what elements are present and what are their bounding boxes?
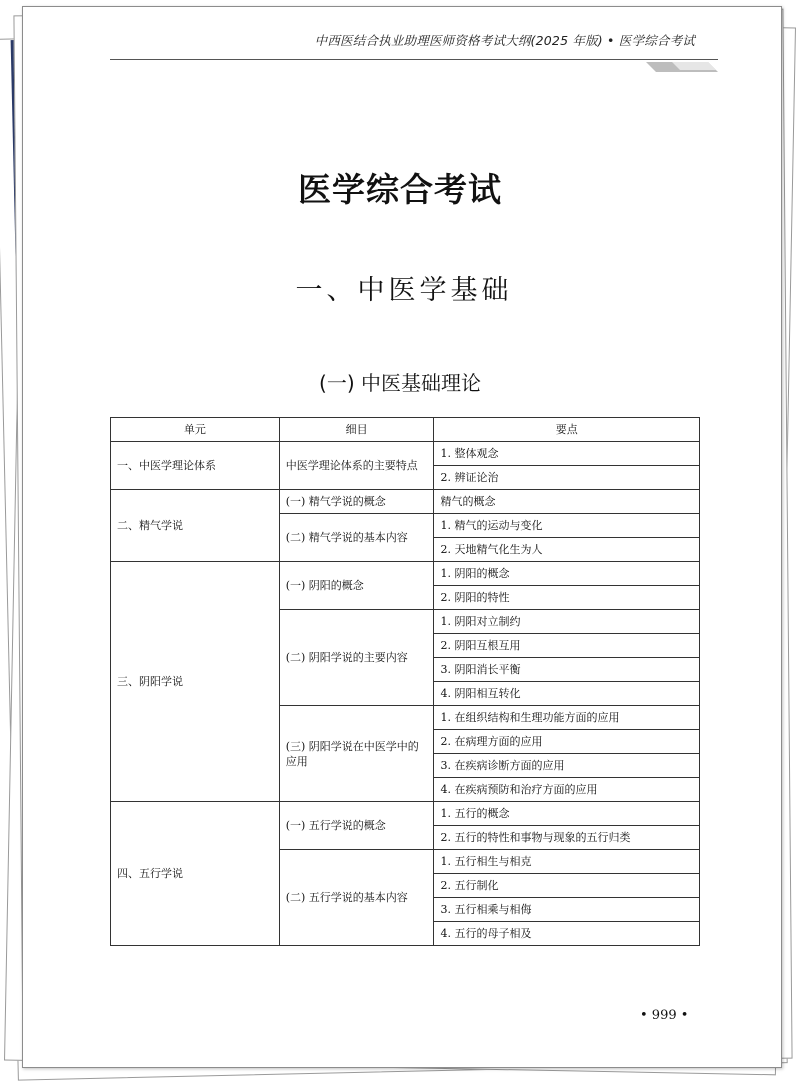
point-cell: 1. 整体观念 <box>434 442 700 466</box>
point-cell: 精气的概念 <box>434 490 700 514</box>
point-cell: 2. 天地精气化生为人 <box>434 538 700 562</box>
item-cell: (一) 五行学说的概念 <box>279 802 434 850</box>
point-cell: 1. 精气的运动与变化 <box>434 514 700 538</box>
syllabus-table <box>110 417 700 946</box>
point-cell: 2. 在病理方面的应用 <box>434 730 700 754</box>
point-cell: 2. 辨证论治 <box>434 466 700 490</box>
table-row <box>111 490 700 514</box>
table-row <box>111 802 700 826</box>
point-cell: 1. 五行相生与相克 <box>434 850 700 874</box>
point-cell: 1. 阴阳的概念 <box>434 562 700 586</box>
item-cell: (一) 阴阳的概念 <box>279 562 434 610</box>
point-cell: 2. 五行的特性和事物与现象的五行归类 <box>434 826 700 850</box>
page-number: • 999 • <box>640 1008 689 1023</box>
point-cell: 3. 在疾病诊断方面的应用 <box>434 754 700 778</box>
column-header-unit: 单元 <box>111 418 280 442</box>
point-cell: 1. 阴阳对立制约 <box>434 610 700 634</box>
item-cell: (二) 精气学说的基本内容 <box>279 514 434 562</box>
point-cell: 4. 阴阳相互转化 <box>434 682 700 706</box>
point-cell: 2. 五行制化 <box>434 874 700 898</box>
point-cell: 3. 阴阳消长平衡 <box>434 658 700 682</box>
item-cell: (二) 阴阳学说的主要内容 <box>279 610 434 706</box>
point-cell: 3. 五行相乘与相侮 <box>434 898 700 922</box>
point-cell: 4. 在疾病预防和治疗方面的应用 <box>434 778 700 802</box>
item-cell: (二) 五行学说的基本内容 <box>279 850 434 946</box>
unit-cell: 四、五行学说 <box>111 802 280 946</box>
item-cell: 中医学理论体系的主要特点 <box>279 442 434 490</box>
point-cell: 2. 阴阳互根互用 <box>434 634 700 658</box>
point-cell: 1. 在组织结构和生理功能方面的应用 <box>434 706 700 730</box>
unit-cell: 一、中医学理论体系 <box>111 442 280 490</box>
table-row <box>111 442 700 466</box>
book-title: 医学综合考试 <box>298 170 502 209</box>
unit-cell: 三、阴阳学说 <box>111 562 280 802</box>
header-decoration-icon <box>646 62 718 72</box>
unit-cell: 二、精气学说 <box>111 490 280 562</box>
header-rule <box>110 59 718 60</box>
point-cell: 2. 阴阳的特性 <box>434 586 700 610</box>
item-cell: (一) 精气学说的概念 <box>279 490 434 514</box>
point-cell: 1. 五行的概念 <box>434 802 700 826</box>
section-title: (一) 中医基础理论 <box>319 371 481 395</box>
column-header-points: 要点 <box>434 418 700 442</box>
item-cell: (三) 阴阳学说在中医学中的应用 <box>279 706 434 802</box>
running-header: 中西医结合执业助理医师资格考试大纲(2025 年版) • 医学综合考试 <box>314 33 695 48</box>
column-header-item: 细目 <box>279 418 434 442</box>
table-header-row <box>111 418 700 442</box>
table-row <box>111 562 700 586</box>
chapter-title: 一、中医学基础 <box>295 275 513 306</box>
point-cell: 4. 五行的母子相及 <box>434 922 700 946</box>
